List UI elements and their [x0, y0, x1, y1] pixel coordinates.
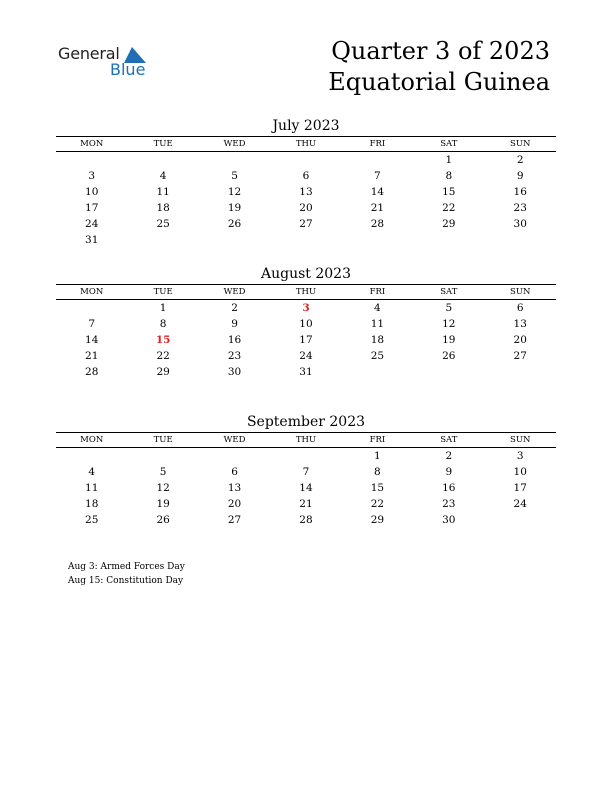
day-cell: 28	[299, 514, 313, 526]
day-cell: 17	[85, 202, 99, 214]
day-cell: 18	[370, 334, 385, 346]
day-cell: 7	[302, 466, 310, 478]
day-cell: 22	[442, 202, 456, 214]
day-cell: 28	[370, 218, 385, 230]
day-cell: 25	[156, 218, 170, 230]
day-cell	[342, 232, 413, 248]
weekday-label: FRI	[369, 435, 386, 445]
day-cell: 12	[227, 186, 242, 198]
weekday-label: THU	[295, 435, 317, 445]
day-cell: 21	[299, 498, 313, 510]
day-cell: 1	[445, 154, 453, 166]
day-cell: 13	[227, 482, 242, 494]
weekday-label: THU	[295, 139, 317, 149]
weekday-label: MON	[80, 139, 104, 149]
day-cell: 11	[370, 318, 385, 330]
week-row	[56, 200, 556, 216]
weekday-label: SUN	[510, 435, 531, 445]
day-cell: 30	[513, 218, 527, 230]
day-cell: 27	[227, 514, 242, 526]
week-row	[56, 316, 556, 332]
day-cell: 17	[513, 482, 527, 494]
day-cell	[485, 364, 556, 380]
weekday-label: SAT	[440, 139, 458, 149]
day-cell: 10	[513, 466, 527, 478]
day-cell: 23	[513, 202, 527, 214]
day-cell: 11	[85, 482, 99, 494]
week-row	[56, 332, 556, 348]
day-cell: 2	[445, 450, 453, 462]
day-cell: 5	[159, 466, 167, 478]
weekday-label: TUE	[153, 287, 173, 297]
day-cell	[485, 232, 556, 248]
day-cell: 30	[442, 514, 456, 526]
day-cell: 1	[374, 450, 381, 462]
day-cell: 20	[227, 498, 242, 510]
weekday-header-row	[56, 432, 556, 448]
holiday-day-cell: 15	[155, 334, 171, 346]
day-cell: 4	[88, 466, 96, 478]
day-cell	[485, 512, 556, 528]
day-cell: 8	[159, 318, 167, 330]
holiday-note: Aug 15: Constitution Day	[68, 576, 184, 586]
logo-text-general: General	[58, 44, 120, 63]
day-cell	[270, 448, 341, 464]
day-cell: 17	[299, 334, 313, 346]
day-cell: 6	[516, 302, 524, 314]
day-cell: 8	[374, 466, 381, 478]
day-cell: 4	[374, 302, 381, 314]
day-cell: 10	[299, 318, 313, 330]
day-cell: 11	[156, 186, 170, 198]
day-cell: 13	[299, 186, 313, 198]
day-cell: 10	[85, 186, 99, 198]
week-row	[56, 480, 556, 496]
day-cell: 3	[516, 450, 524, 462]
weekday-header-row	[56, 136, 556, 152]
week-row	[56, 364, 556, 380]
day-cell: 27	[299, 218, 313, 230]
weekday-label: MON	[80, 435, 104, 445]
day-cell: 15	[370, 482, 385, 494]
day-cell: 6	[231, 466, 238, 478]
week-row	[56, 184, 556, 200]
day-cell: 5	[231, 170, 238, 182]
day-cell: 24	[513, 498, 527, 510]
day-cell: 27	[513, 350, 527, 362]
day-cell: 15	[442, 186, 456, 198]
weekday-label: TUE	[153, 139, 173, 149]
weekday-label: FRI	[369, 287, 386, 297]
week-row	[56, 232, 556, 248]
day-cell	[127, 232, 198, 248]
page-title	[328, 36, 550, 98]
weekday-label: WED	[223, 139, 246, 149]
day-cell: 20	[299, 202, 313, 214]
day-cell: 9	[231, 318, 238, 330]
weekday-label: SUN	[510, 139, 531, 149]
title-country: Equatorial Guinea	[328, 68, 550, 96]
day-cell	[342, 364, 413, 380]
day-cell: 7	[88, 318, 96, 330]
day-cell: 20	[513, 334, 527, 346]
day-cell: 16	[442, 482, 456, 494]
day-cell: 5	[445, 302, 453, 314]
week-row	[56, 168, 556, 184]
day-cell: 25	[370, 350, 385, 362]
day-cell: 16	[513, 186, 527, 198]
day-cell: 24	[299, 350, 313, 362]
month-title: September 2023	[246, 414, 366, 430]
holiday-notes	[68, 560, 185, 588]
day-cell: 24	[85, 218, 99, 230]
day-cell: 19	[227, 202, 242, 214]
weekday-header-row	[56, 284, 556, 300]
week-row	[56, 448, 556, 464]
weekday-label: SAT	[440, 287, 458, 297]
day-cell: 2	[231, 302, 238, 314]
day-cell: 14	[299, 482, 313, 494]
week-row	[56, 496, 556, 512]
weekday-label: WED	[223, 287, 246, 297]
day-cell	[413, 232, 484, 248]
weekday-label: WED	[223, 435, 246, 445]
day-cell: 18	[85, 498, 99, 510]
day-cell: 29	[370, 514, 385, 526]
day-cell	[127, 152, 198, 168]
day-cell: 26	[156, 514, 170, 526]
month-title: August 2023	[261, 266, 351, 282]
day-cell: 31	[299, 366, 313, 378]
day-cell: 19	[156, 498, 170, 510]
month-july	[56, 116, 556, 248]
day-cell: 26	[442, 350, 456, 362]
logo-text-blue: Blue	[110, 60, 146, 79]
day-cell: 2	[516, 154, 524, 166]
day-cell	[127, 448, 198, 464]
day-cell: 21	[370, 202, 385, 214]
week-row	[56, 300, 556, 316]
day-cell: 22	[370, 498, 385, 510]
weekday-label: FRI	[369, 139, 386, 149]
day-cell	[199, 448, 270, 464]
week-row	[56, 152, 556, 168]
day-cell	[199, 152, 270, 168]
day-cell	[342, 152, 413, 168]
day-cell: 12	[442, 318, 456, 330]
day-cell	[270, 152, 341, 168]
day-cell: 23	[227, 350, 242, 362]
day-cell: 31	[85, 234, 99, 246]
day-cell: 9	[516, 170, 524, 182]
day-cell: 29	[156, 366, 170, 378]
day-cell	[199, 232, 270, 248]
day-cell: 8	[445, 170, 453, 182]
weekday-label: SUN	[510, 287, 531, 297]
day-cell: 1	[159, 302, 167, 314]
day-cell: 6	[302, 170, 310, 182]
holiday-note: Aug 3: Armed Forces Day	[68, 562, 185, 572]
day-cell: 12	[156, 482, 170, 494]
day-cell: 13	[513, 318, 527, 330]
day-cell: 19	[442, 334, 456, 346]
weekday-label: MON	[80, 287, 104, 297]
week-row	[56, 348, 556, 364]
day-cell: 9	[445, 466, 453, 478]
day-cell: 16	[227, 334, 242, 346]
week-row	[56, 216, 556, 232]
weekday-label: THU	[295, 287, 317, 297]
day-cell: 22	[156, 350, 170, 362]
day-cell: 28	[85, 366, 99, 378]
day-cell: 30	[227, 366, 242, 378]
day-cell: 23	[442, 498, 456, 510]
day-cell: 14	[85, 334, 99, 346]
month-september	[56, 412, 556, 528]
day-cell: 25	[85, 514, 99, 526]
title-quarter: Quarter 3 of 2023	[331, 37, 550, 65]
day-cell	[56, 152, 127, 168]
weekday-label: SAT	[440, 435, 458, 445]
day-cell	[270, 232, 341, 248]
week-row	[56, 512, 556, 528]
month-title: July 2023	[272, 118, 340, 134]
day-cell	[413, 364, 484, 380]
week-row	[56, 464, 556, 480]
day-cell: 14	[370, 186, 385, 198]
day-cell: 21	[85, 350, 99, 362]
day-cell	[56, 300, 127, 316]
day-cell: 26	[227, 218, 242, 230]
day-cell	[56, 448, 127, 464]
day-cell: 4	[159, 170, 167, 182]
month-august	[56, 264, 556, 380]
holiday-day-cell: 3	[302, 302, 310, 314]
day-cell: 3	[88, 170, 96, 182]
day-cell: 29	[442, 218, 456, 230]
weekday-label: TUE	[153, 435, 173, 445]
logo	[58, 44, 158, 80]
day-cell: 7	[374, 170, 381, 182]
day-cell: 18	[156, 202, 170, 214]
